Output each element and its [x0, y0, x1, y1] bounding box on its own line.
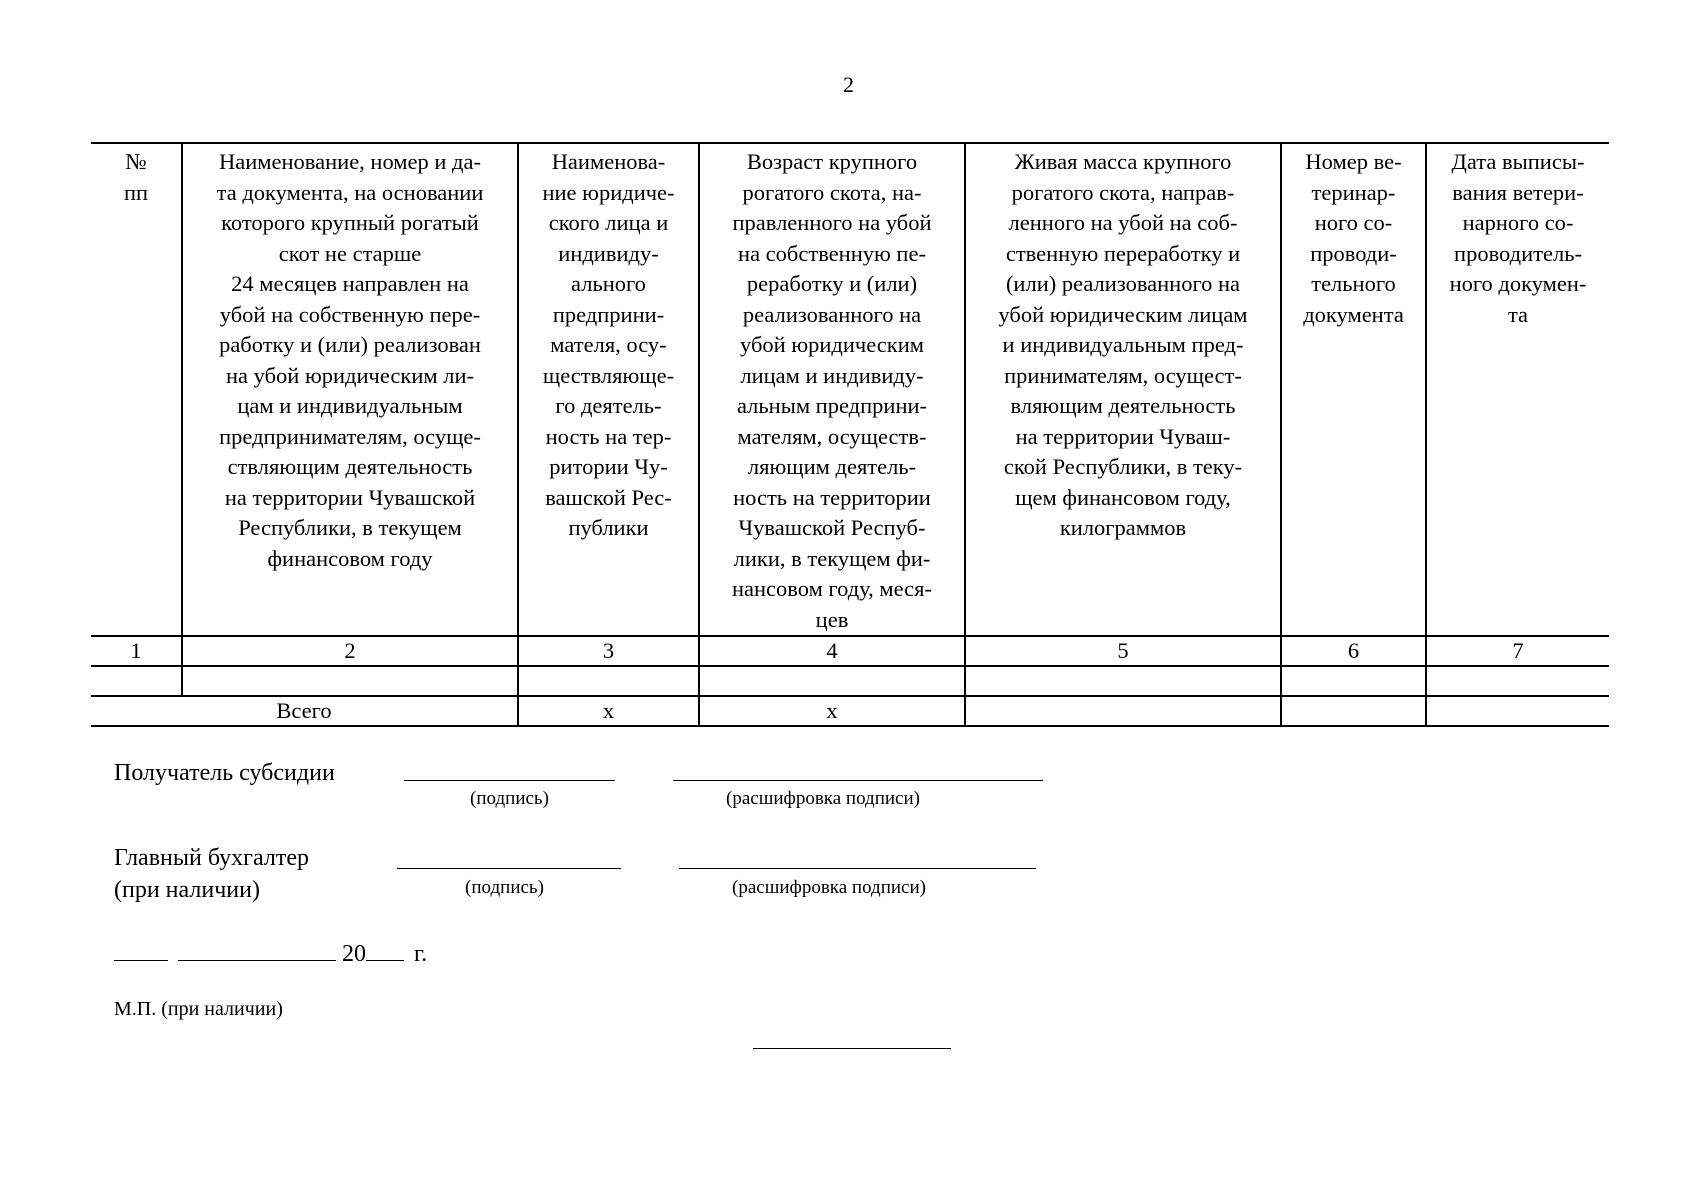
accountant-decode-caption: (расшифровка подписи) [732, 877, 926, 898]
total-row [91, 696, 1609, 726]
stamp-label: М.П. (при наличии) [114, 998, 283, 1020]
column-number: 4 [699, 636, 965, 666]
header-entity-name: Наименова- ние юридиче- ского лица и индивиду- ального предприни- мателя, осу- ществляюще- го деятель- ность на тер- ритории Чу- вашской Рес- публики [518, 143, 699, 636]
column-number: 5 [965, 636, 1281, 666]
accountant-label: Главный бухгалтер (при наличии) [114, 845, 309, 903]
recipient-label: Получатель субсидии [114, 760, 335, 786]
year-suffix: г. [414, 941, 428, 967]
total-cell-5 [965, 696, 1281, 726]
accountant-decode-line [679, 868, 1036, 869]
recipient-decode-line [673, 780, 1043, 781]
table-cell [91, 666, 182, 696]
total-label: Всего [91, 696, 518, 726]
column-number: 2 [182, 636, 518, 666]
year-prefix: 20 [342, 941, 366, 967]
table-cell [1426, 666, 1609, 696]
recipient-signature-line [404, 780, 615, 781]
recipient-signature-caption: (подпись) [470, 788, 549, 809]
header-vet-doc-date: Дата выписы- вания ветери- нарного со- проводитель- ного докумен- та [1426, 143, 1609, 636]
table-cell [699, 666, 965, 696]
table-cell [965, 666, 1281, 696]
total-cell-6 [1281, 696, 1426, 726]
column-number: 3 [518, 636, 699, 666]
header-live-weight: Живая масса крупного рогатого скота, направ- ленного на убой на соб- ственную переработку и (или) реализованного на убой юридическим лицам и индивидуальным пред- принимателям, осущест- вляющим деятельность на территории Чуваш- ской Республики, в теку- щем финансовом году, килограммов [965, 143, 1281, 636]
recipient-decode-caption: (расшифровка подписи) [726, 788, 920, 809]
end-divider [753, 1048, 951, 1049]
column-number: 6 [1281, 636, 1426, 666]
column-number-row [91, 636, 1609, 666]
header-document: Наименование, номер и да- та документа, на основании которого крупный рогатый скот не старше 24 месяцев направлен на убой на собственную пере- работку и (или) реализован на убой юридическим ли- цам и индивидуальным предпринимателям, осуще- ствляющим деятельность на территории Чувашской Республики, в текущем финансовом году [182, 143, 518, 636]
header-number: № пп [91, 143, 182, 636]
column-number: 7 [1426, 636, 1609, 666]
year-blank [366, 938, 404, 961]
column-number: 1 [91, 636, 182, 666]
total-cell-3: х [518, 696, 699, 726]
table-row [91, 666, 1609, 696]
table-cell [518, 666, 699, 696]
total-cell-4: х [699, 696, 965, 726]
report-table [91, 142, 1609, 727]
date-line [114, 938, 427, 968]
accountant-signature-line [397, 868, 621, 869]
accountant-signature-caption: (подпись) [465, 877, 544, 898]
header-cattle-age: Возраст крупного рогатого скота, на- правленного на убой на собственную пе- реработку и (или) реализованного на убой юридическим лицам и индивиду- альным предприни- мателям, осуществ- ляющим деятель- ность на территории Чувашской Респуб- лики, в текущем фи- нансовом году, меся- цев [699, 143, 965, 636]
header-vet-doc-number: Номер ве- теринар- ного со- проводи- тельного документа [1281, 143, 1426, 636]
table-header-row [91, 143, 1609, 636]
table-cell [1281, 666, 1426, 696]
table-cell [182, 666, 518, 696]
page-number: 2 [843, 72, 854, 97]
day-blank [114, 938, 168, 961]
month-blank [178, 938, 336, 961]
total-cell-7 [1426, 696, 1609, 726]
